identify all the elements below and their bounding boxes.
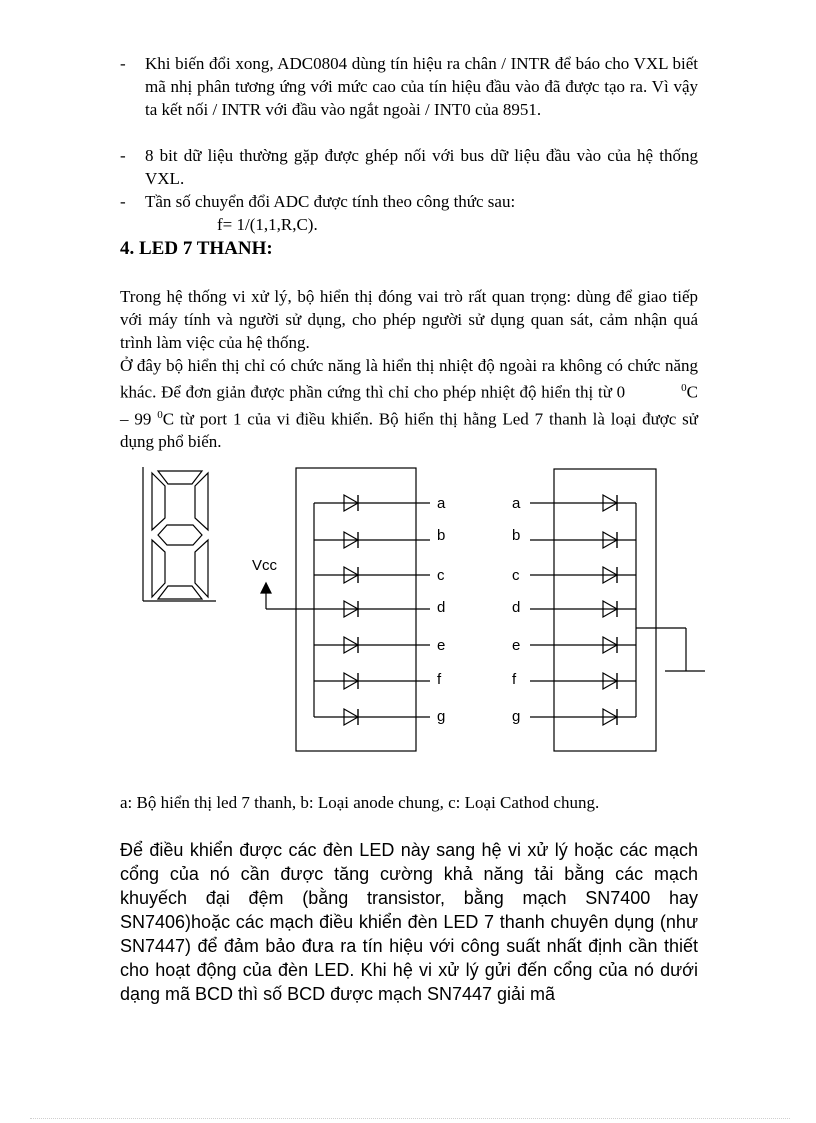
figure-caption: a: Bộ hiển thị led 7 thanh, b: Loại anode chung, c: Loại Cathod chung.	[120, 793, 600, 812]
segment-f	[152, 473, 165, 530]
formula: f= 1/(1,1,R,C).	[217, 215, 318, 234]
anode-diodes	[344, 495, 358, 725]
segment-a	[158, 471, 202, 484]
seven-segment-figure	[143, 467, 216, 601]
segment-d	[158, 586, 202, 599]
paragraph-driver: Để điều khiển được các đèn LED này sang hệ vi xử lý hoặc các mạch cổng của nó cần được tăng cường khả năng tải bằng các mạch khuyếch đại đệm (bằng transistor, bằng mạch SN7400 hay SN7406)hoặc các mạch điều khiển đèn LED 7 thanh chuyên dụng (như SN7447) để đảm bảo đưa ra tín hiệu với công suất nhất định cần thiết cho hoạt động của đèn LED. Khi hệ vi xử lý gửi đến cổng của nó dưới dạng mã BCD thì số BCD được mạch SN7447 giải mã	[120, 840, 698, 1004]
segment-b	[195, 473, 208, 530]
bullet-text: Tần số chuyển đổi ADC được tính theo công thức sau:	[145, 192, 516, 211]
degree-sup: 0	[157, 408, 163, 421]
cathode-pin-label: e	[512, 637, 521, 654]
cathode-pin-label: d	[512, 599, 521, 616]
anode-pin-label: g	[437, 708, 446, 725]
cathode-pin-label: f	[512, 671, 517, 688]
cathode-pin-label: b	[512, 527, 521, 544]
anode-pin-label: b	[437, 527, 446, 544]
paragraph-part: C – 99	[120, 382, 698, 429]
segment-e	[152, 540, 165, 597]
page-bottom-rule	[30, 1118, 790, 1119]
cathode-pin-label: c	[512, 567, 520, 584]
anode-pin-label: c	[437, 567, 445, 584]
paragraph-intro: Trong hệ thống vi xử lý, bộ hiển thị đóng vai trò rất quan trọng: dùng để giao tiếp với máy tính và người sử dụng, cho phép người sử dụng quan sát, cảm nhận quá trình làm việc của hệ thống.	[120, 287, 698, 352]
bullet-dash: -	[120, 192, 126, 211]
paragraph-part: Ở đây bộ hiển thị chỉ có chức năng là hiển thị nhiệt độ ngoài ra không có chức năng khác. Để đơn giản được phần cứng thì chỉ cho phép nhiệt độ hiển thị từ 0	[120, 356, 698, 402]
anode-pin-label: f	[437, 671, 442, 688]
segment-g	[158, 525, 202, 545]
vcc-label: Vcc	[252, 557, 278, 574]
anode-pin-label: d	[437, 599, 446, 616]
cathode-box	[554, 469, 656, 751]
anode-pin-label: e	[437, 637, 446, 654]
bullet-dash: -	[120, 146, 126, 165]
bullet-dash: -	[120, 54, 126, 73]
paragraph-part: C từ port 1 của vi điều khiển. Bộ hiển thị hằng Led 7 thanh là loại được sử dụng phổ biến.	[120, 409, 699, 452]
vcc-arrow-icon	[261, 583, 271, 593]
anode-pin-label: a	[437, 495, 446, 512]
cathode-diodes	[603, 495, 617, 725]
bullet-text: 8 bit dữ liệu thường gặp được ghép nối với bus dữ liệu đầu vào của hệ thống VXL.	[145, 146, 698, 188]
section-heading: 4. LED 7 THANH:	[120, 238, 273, 259]
cathode-pin-label: g	[512, 708, 521, 725]
degree-sup: 0	[681, 382, 687, 394]
segment-c	[195, 540, 208, 597]
cathode-pin-label: a	[512, 495, 521, 512]
bullet-text: Khi biến đổi xong, ADC0804 dùng tín hiệu ra chân / INTR để báo cho VXL biết mã nhị phân tương ứng với mức cao của tín hiệu đầu vào đã được tạo ra. Vì vậy ta kết nối / INTR với đầu vào ngắt ngoài / INT0 của 8951.	[145, 54, 698, 119]
